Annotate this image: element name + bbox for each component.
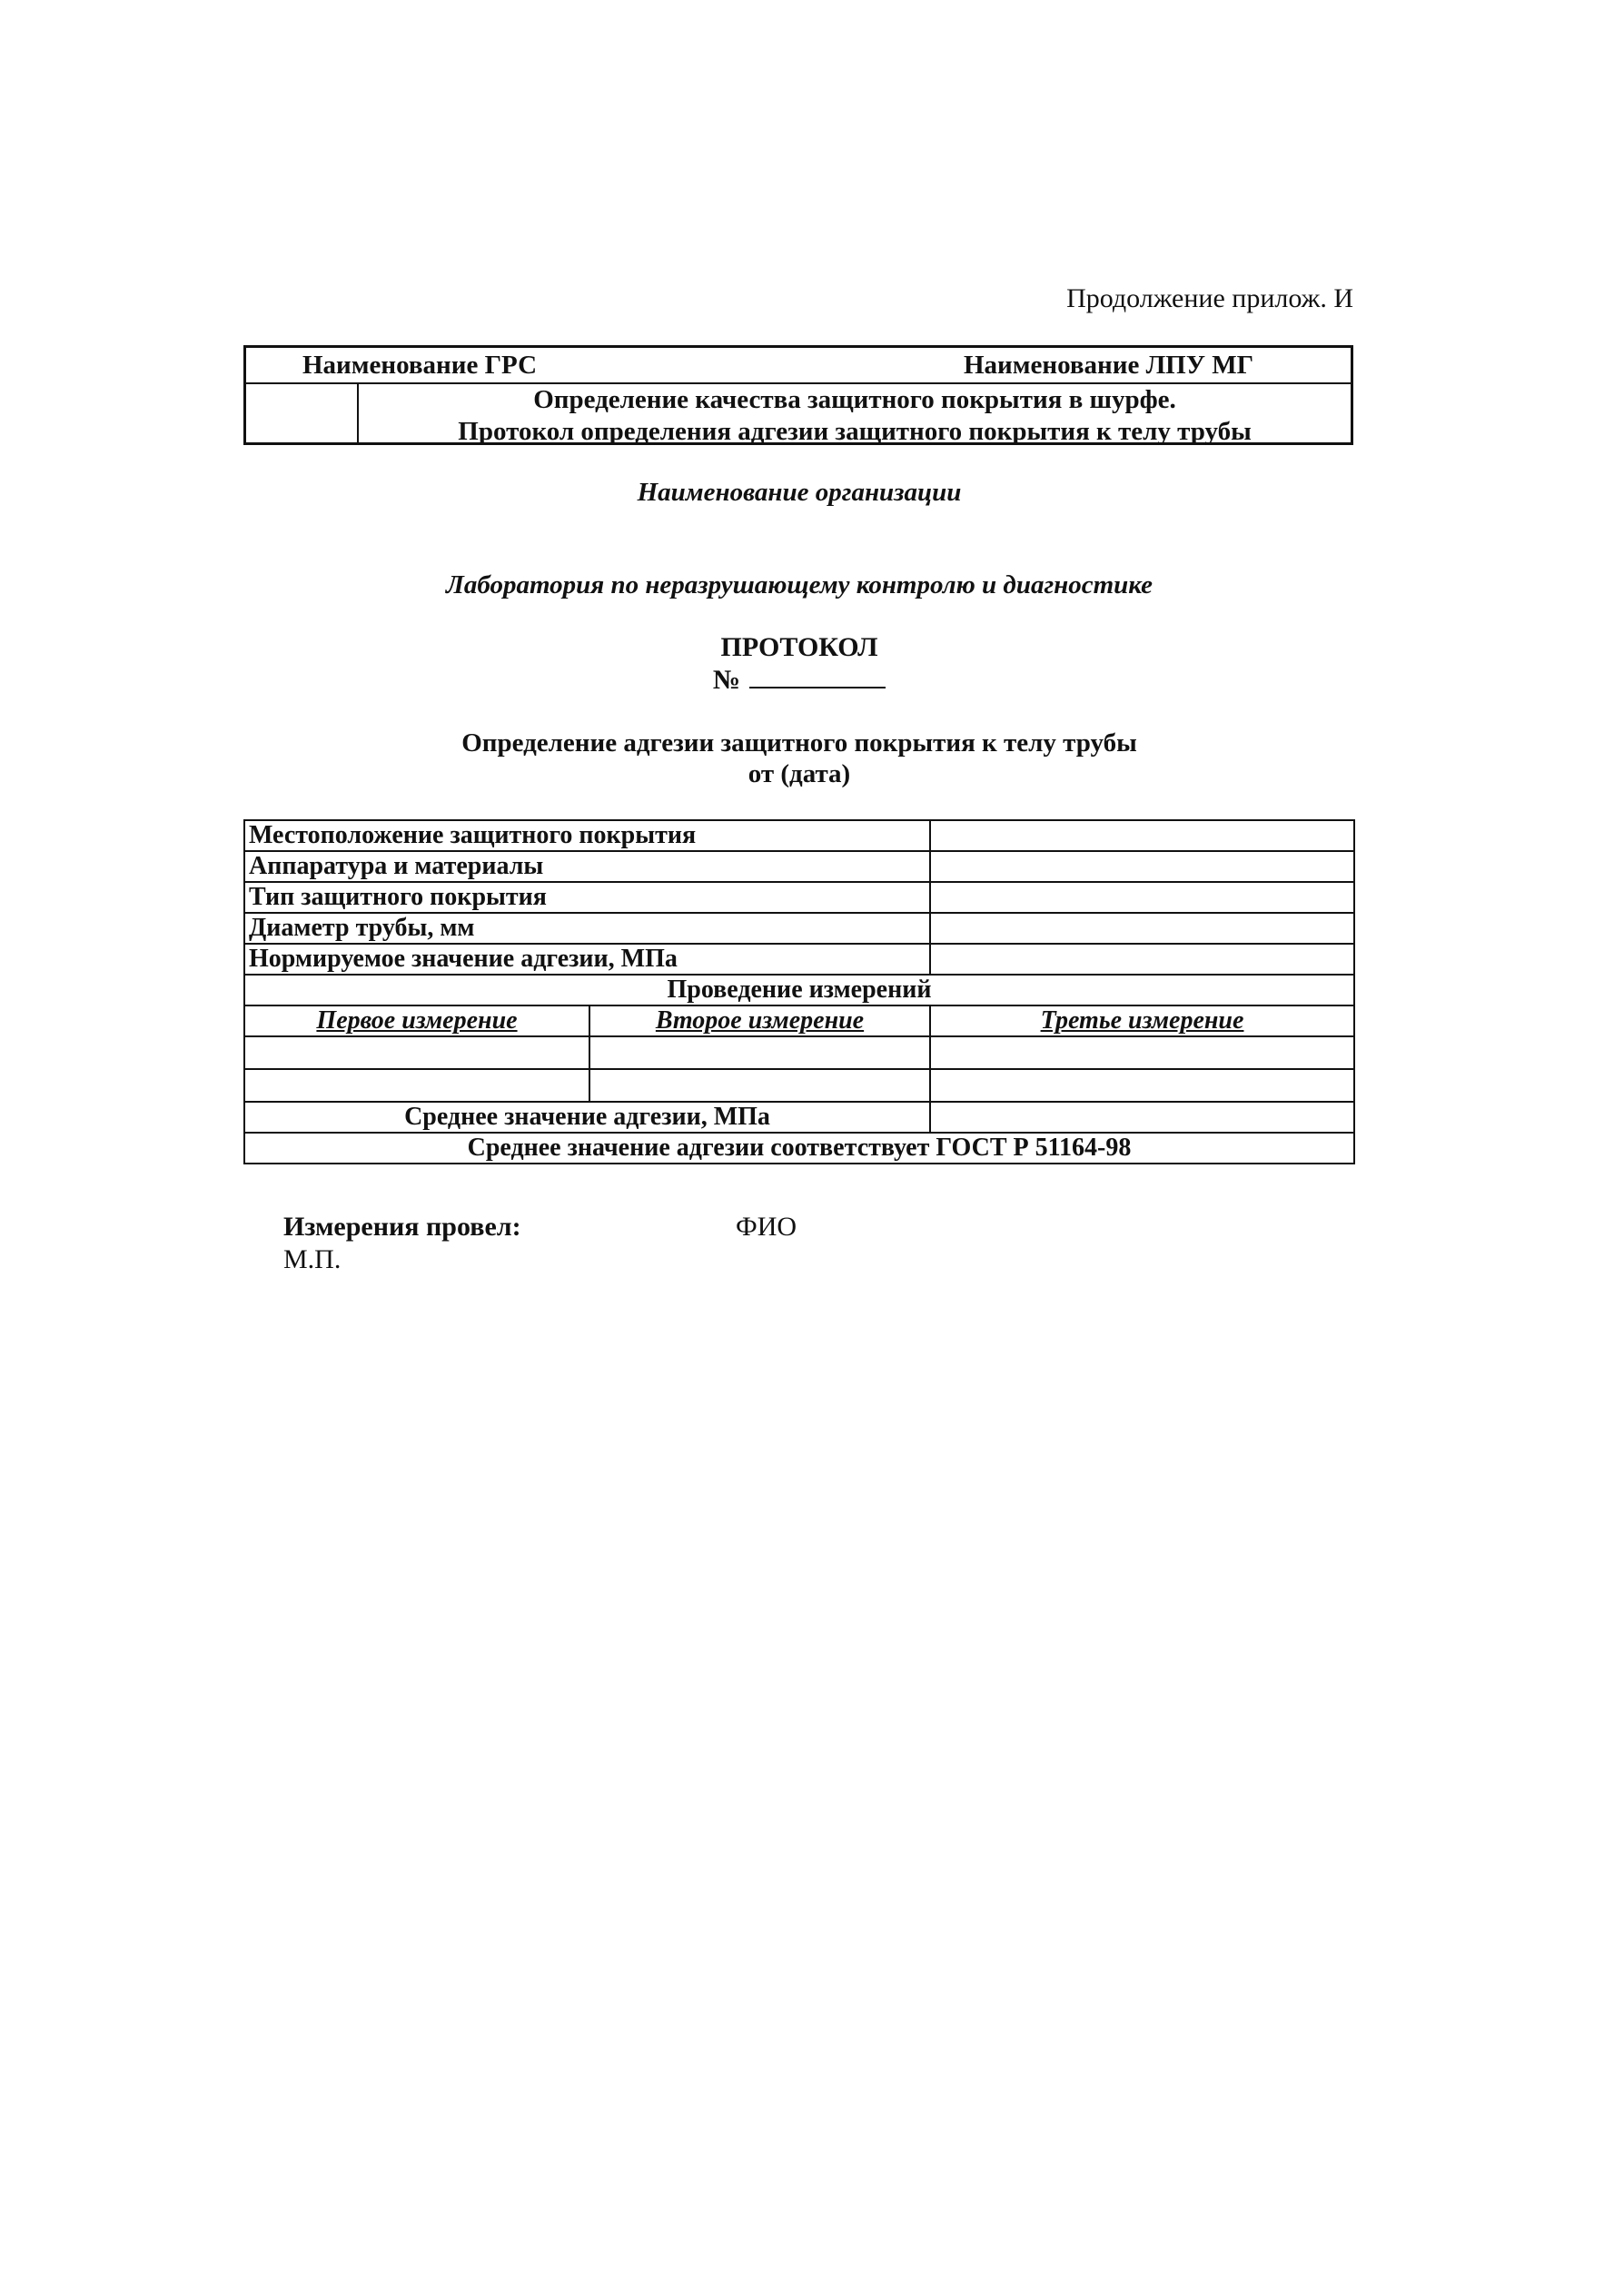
header-box <box>243 345 1353 445</box>
field-row <box>244 882 1354 913</box>
protocol-table <box>243 819 1355 1164</box>
header-description-line2: Протокол определения адгезии защитного покрытия к телу трубы <box>458 417 1252 446</box>
field-row <box>244 944 1354 975</box>
lpu-name-label: Наименование ЛПУ МГ <box>964 351 1254 380</box>
measurement-cell[interactable] <box>244 1069 589 1102</box>
measurement-cell[interactable] <box>244 1036 589 1069</box>
protocol-title: ПРОТОКОЛ <box>720 632 878 662</box>
average-row <box>244 1102 1354 1133</box>
field-label: Диаметр трубы, мм <box>244 913 930 944</box>
field-label: Тип защитного покрытия <box>244 882 930 913</box>
measurement-cell[interactable] <box>589 1069 930 1102</box>
subject-line1: Определение адгезии защитного покрытия к телу трубы <box>461 728 1137 758</box>
field-label: Нормируемое значение адгезии, МПа <box>244 944 930 975</box>
header-description <box>359 384 1351 448</box>
average-value[interactable] <box>930 1102 1354 1133</box>
measurement-cell[interactable] <box>930 1069 1354 1102</box>
protocol-number-blank[interactable] <box>749 665 886 688</box>
fio-label: ФИО <box>736 1212 797 1242</box>
organization-name: Наименование организации <box>637 478 962 507</box>
conclusion-row <box>244 1133 1354 1164</box>
measurement-cell[interactable] <box>930 1036 1354 1069</box>
header-description-line1: Определение качества защитного покрытия в шурфе. <box>533 385 1176 414</box>
field-value[interactable] <box>930 820 1354 851</box>
measurements-columns-row <box>244 1005 1354 1036</box>
header-row <box>246 348 1351 384</box>
grs-name-label: Наименование ГРС <box>302 351 538 380</box>
header-empty-cell <box>246 382 359 442</box>
conclusion: Среднее значение адгезии соответствует ГОСТ Р 51164-98 <box>244 1133 1354 1164</box>
field-row <box>244 913 1354 944</box>
field-value[interactable] <box>930 851 1354 882</box>
measurements-header-row <box>244 975 1354 1005</box>
stamp-label: М.П. <box>283 1244 342 1274</box>
field-row <box>244 820 1354 851</box>
measurements-header: Проведение измерений <box>244 975 1354 1005</box>
field-value[interactable] <box>930 913 1354 944</box>
protocol-number <box>0 665 1599 696</box>
appendix-continuation: Продолжение прилож. И <box>1066 283 1353 313</box>
measurement-row <box>244 1069 1354 1102</box>
protocol-number-label: № <box>712 665 741 695</box>
column-second-measurement: Второе измерение <box>589 1005 930 1036</box>
column-third-measurement: Третье измерение <box>930 1005 1354 1036</box>
field-label: Местоположение защитного покрытия <box>244 820 930 851</box>
laboratory-name: Лаборатория по неразрушающему контролю и диагностике <box>445 570 1154 599</box>
performed-by-label: Измерения провел: <box>283 1212 521 1242</box>
field-label: Аппаратура и материалы <box>244 851 930 882</box>
measurement-row <box>244 1036 1354 1069</box>
measurement-cell[interactable] <box>589 1036 930 1069</box>
subject-date: от (дата) <box>748 759 851 788</box>
field-row <box>244 851 1354 882</box>
field-value[interactable] <box>930 882 1354 913</box>
column-first-measurement: Первое измерение <box>244 1005 589 1036</box>
field-value[interactable] <box>930 944 1354 975</box>
average-label: Среднее значение адгезии, МПа <box>244 1102 930 1133</box>
